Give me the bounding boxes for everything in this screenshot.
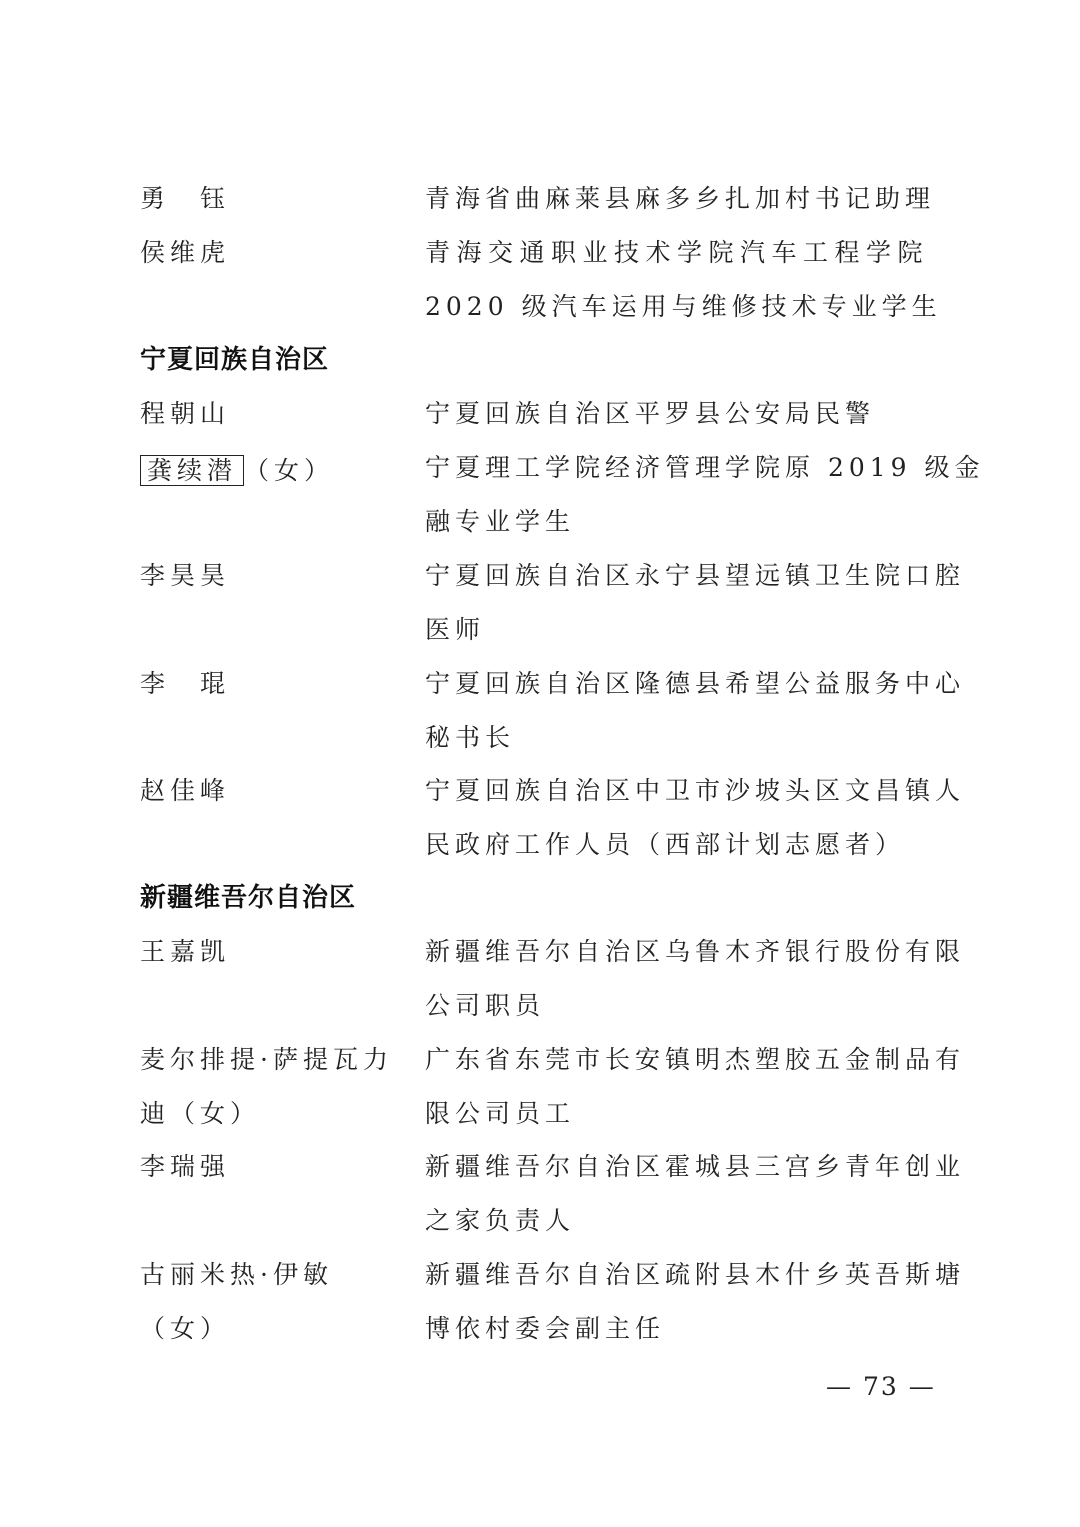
person-description: 限公司员工 (425, 1099, 576, 1128)
person-description: 宁夏回族自治区永宁县望远镇卫生院口腔 (425, 561, 966, 590)
person-description: 博依村委会副主任 (425, 1314, 666, 1343)
person-description: 新疆维吾尔自治区乌鲁木齐银行股份有限 (425, 937, 966, 966)
gender-note: （女） (244, 456, 335, 485)
person-name: 迪（女） (140, 1099, 261, 1128)
person-description: 宁夏回族自治区中卫市沙坡头区文昌镇人 (425, 776, 966, 805)
person-name: 李昊昊 (140, 561, 231, 590)
section-heading: 宁夏回族自治区 (140, 345, 330, 375)
person-description: 医师 (425, 615, 486, 644)
section-heading: 新疆维吾尔自治区 (140, 883, 357, 913)
person-description: 融专业学生 (425, 507, 576, 536)
person-description: 新疆维吾尔自治区霍城县三宫乡青年创业 (425, 1152, 966, 1181)
person-description: 广东省东莞市长安镇明杰塑胶五金制品有 (425, 1045, 966, 1074)
page-number: — 73 — (826, 1372, 936, 1401)
person-name: 侯维虎 (140, 238, 231, 267)
person-name: 程朝山 (140, 399, 231, 428)
person-name: 赵佳峰 (140, 776, 231, 805)
person-name: 麦尔排提·萨提瓦力 (140, 1045, 393, 1074)
person-name: 古丽米热·伊敏 (140, 1260, 333, 1289)
person-description: 之家负责人 (425, 1206, 576, 1235)
person-description: 2020 级汽车运用与维修技术专业学生 (425, 292, 942, 321)
person-name: 李 琨 (140, 669, 231, 698)
person-description: 青海交通职业技术学院汽车工程学院 (425, 238, 930, 267)
person-name: 勇 钰 (140, 184, 231, 213)
person-description: 青海省曲麻莱县麻多乡扎加村书记助理 (425, 184, 936, 213)
person-description: 新疆维吾尔自治区疏附县木什乡英吾斯塘 (425, 1260, 966, 1289)
person-name: 李瑞强 (140, 1152, 231, 1181)
boxed-name: 龚续潜 (140, 455, 244, 486)
person-description: 秘书长 (425, 723, 516, 752)
person-name: （女） (140, 1314, 231, 1343)
person-description: 民政府工作人员（西部计划志愿者） (425, 830, 906, 859)
person-description: 宁夏回族自治区平罗县公安局民警 (425, 399, 876, 428)
person-name: 王嘉凯 (140, 937, 231, 966)
person-description: 宁夏回族自治区隆德县希望公益服务中心 (425, 669, 966, 698)
person-name (140, 456, 334, 486)
person-description: 公司职员 (425, 991, 546, 1020)
person-description: 宁夏理工学院经济管理学院原 2019 级金 (425, 453, 985, 482)
